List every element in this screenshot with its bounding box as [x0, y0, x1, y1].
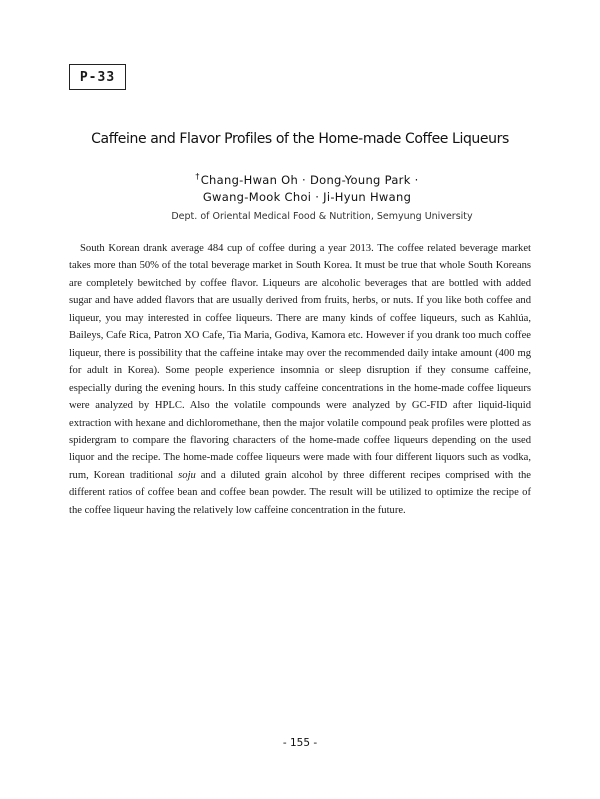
abstract-italic-term: soju [178, 469, 196, 481]
page-number: - 155 - [282, 737, 318, 749]
author-line-1 [0, 168, 600, 189]
abstract-text-part-2: and a diluted grain alcohol by three different recipes comprised with the different ratios of coffee bean and coffee bean powder. The result will be utilized to optimize the recipe of the coffee liqueur having the relatively low caffeine concentration in the future. [69, 469, 532, 516]
abstract-body [69, 240, 531, 519]
poster-number-badge: P-33 [69, 64, 126, 90]
affiliation: Dept. of Oriental Medical Food & Nutrition, Semyung University [171, 211, 473, 222]
author-names-1: Chang-Hwan Oh · Dong-Young Park · [200, 173, 419, 187]
author-line-2: Gwang-Mook Choi · Ji-Hyun Hwang [202, 190, 412, 204]
abstract-text-part-1: South Korean drank average 484 cup of coffee during a year 2013. The coffee related beverage market takes more than 50% of the total beverage market in South Korea. It must be true that whole South Koreans are completely bewitched by coffee flavor. Liqueurs are alcoholic beverages that are bottled with added sugar and have added flavors that are usually derived from fruits, herbs, or nuts. If you like both coffee and liqueur, you may interested in coffee liqueurs. There are many kinds of coffee liqueurs, such as Kahlúa, Baileys, Cafe Rica, Patron XO Cafe, Tia Maria, Godiva, Kamora etc. However if you drank too much coffee liqueur, there is possibility that the caffeine intake may over the recommended daily intake amount (400 mg for adult in Korea). Some people experience insomnia or sleep disruption if they consume caffeine, especially during the evening hours. In this study caffeine concentrations in the home-made coffee liqueurs were analyzed by HPLC. Also the volatile compounds were analyzed by GC-FID after liquid-liquid extraction with hexane and dichloromethane, then the major volatile compound peak profiles were plotted as spidergram to compare the flavoring characters of the home-made coffee liqueurs depending on the used liquor and the recipe. The home-made coffee liqueurs were made with four different liquors such as vodka, rum, Korean traditional [69, 243, 531, 481]
author-list [0, 168, 600, 206]
corresponding-author-mark: † [195, 172, 200, 181]
paper-title: Caffeine and Flavor Profiles of the Home-made Coffee Liqueurs [91, 131, 509, 147]
